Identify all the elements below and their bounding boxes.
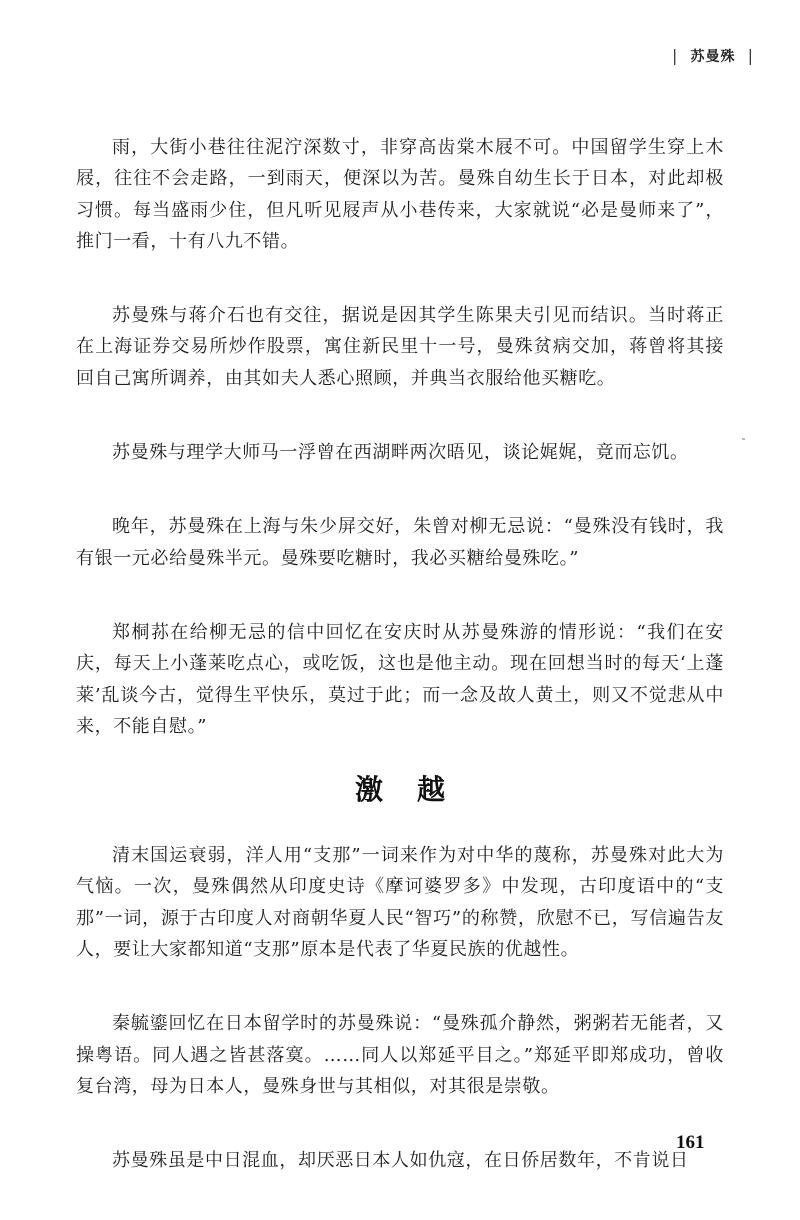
header-left-bar: |: [672, 46, 679, 65]
paragraph: 郑桐荪在给柳无忌的信中回忆在安庆时从苏曼殊游的情形说：“我们在安庆，每天上小蓬莱吃点心，或吃饭，这也是他主动。现在回想当时的每天‘上蓬莱’乱谈今古，觉得生平快乐，莫过于此；而一念及故人黄土，则又不觉悲从中来，不能自慰。”: [76, 621, 724, 737]
paragraph: 苏曼殊与理学大师马一浮曾在西湖畔两次晤见，谈论娓娓，竟而忘饥。: [112, 442, 689, 464]
page-number: 161: [676, 1132, 705, 1153]
header-right-bar: |: [747, 46, 754, 65]
paragraph: 雨，大街小巷往往泥泞深数寸，非穿高齿棠木屐不可。中国留学生穿上木屐，往往不会走路，一到雨天，便深以为苦。曼殊自幼生长于日本，对此却极习惯。每当盛雨少住，但凡听见屐声从小巷传来，大家就说“必是曼师来了”，推门一看，十有八九不错。: [76, 137, 724, 252]
paragraph: 晚年，苏曼殊在上海与朱少屏交好，朱曾对柳无忌说：“曼殊没有钱时，我有银一元必给曼殊半元。曼殊要吃糖时，我必买糖给曼殊吃。”: [76, 516, 724, 569]
header-title: 苏曼殊: [690, 49, 736, 65]
scan-speck: [742, 438, 745, 440]
paragraph: 苏曼殊与蒋介石也有交往，据说是因其学生陈果夫引见而结识。当时蒋正在上海证券交易所炒作股票，寓住新民里十一号，曼殊贫病交加，蒋曾将其接回自己寓所调养，由其如夫人悉心照顾，并典当衣服给他买糖吃。: [76, 305, 724, 389]
paragraph: 秦毓鎏回忆在日本留学时的苏曼殊说：“曼殊孤介静然，粥粥若无能者，又操粤语。同人遇之皆甚落寞。……同人以郑延平目之。”郑延平即郑成功，曾收复台湾，母为日本人，曼殊身世与其相似，对其很是崇敬。: [76, 1013, 724, 1097]
paragraph: 苏曼殊虽是中日混血，却厌恶日本人如仇寇，在日侨居数年，不肯说日: [112, 1150, 689, 1172]
paragraph: 清末国运衰弱，洋人用“支那”一词来作为对中华的蔑称，苏曼殊对此大为气恼。一次，曼殊偶然从印度史诗《摩诃婆罗多》中发现，古印度语中的“支那”一词，源于古印度人对商朝华夏人民“智巧”的称赞，欣慰不已，写信遍告友人，要让大家都知道“支那”原本是代表了华夏民族的优越性。: [76, 845, 724, 961]
section-heading: 激越: [354, 773, 479, 807]
page-body: [76, 132, 724, 1220]
running-header: [672, 46, 754, 66]
